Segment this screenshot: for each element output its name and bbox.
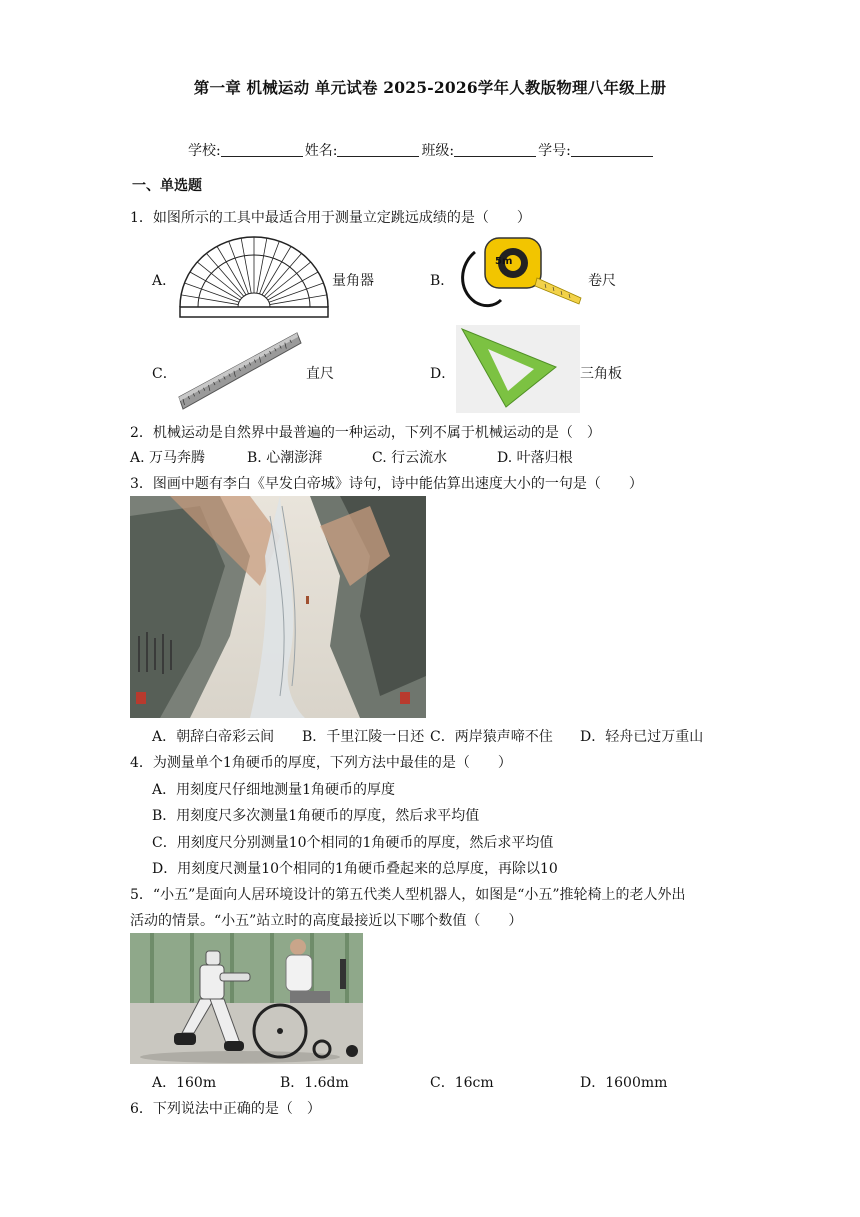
number-label: 学号: [538,143,571,159]
q4-option-d[interactable]: D．用刻度尺测量10个相同的1角硬币叠起来的总厚度，再除以10 [152,861,558,877]
school-blank[interactable] [221,142,303,157]
class-blank[interactable] [454,142,536,157]
question-2-stem: 2．机械运动是自然界中最普遍的一种运动，下列不属于机械运动的是（ ） [130,425,601,441]
q5-option-a[interactable]: A．160m [152,1075,217,1091]
q1-option-c-letter[interactable]: C． [152,366,177,382]
q1-option-d-letter[interactable]: D． [430,366,456,382]
name-blank[interactable] [337,142,419,157]
q2-option-a[interactable]: A. 万马奔腾 [130,450,206,466]
question-5-stem-line-1: 5．“小五”是面向人居环境设计的第五代类人型机器人，如图是“小五”推轮椅上的老人外出 [130,887,686,903]
q1-option-c-label: 直尺 [306,366,334,382]
q1-option-b-letter[interactable]: B． [430,273,455,289]
q3-option-c[interactable]: C．两岸猿声啼不住 [430,729,553,745]
robot-wheelchair-photo [130,933,363,1064]
number-blank[interactable] [571,142,653,157]
question-3-stem: 3．图画中题有李白《早发白帝城》诗句，诗中能估算出速度大小的一句是（ ） [130,476,643,492]
q2-option-b[interactable]: B. 心潮澎湃 [247,450,323,466]
set-square-icon [456,325,580,413]
q3-option-b[interactable]: B．千里江陵一日还 [302,729,425,745]
class-label: 班级: [421,143,455,159]
protractor-icon [178,235,330,319]
q3-option-d[interactable]: D．轻舟已过万重山 [580,729,704,745]
q3-option-a[interactable]: A．朝辞白帝彩云间 [152,729,275,745]
q1-option-d-label: 三角板 [580,366,622,382]
q1-option-b-label: 卷尺 [588,273,616,289]
landscape-painting-image [130,496,426,718]
q5-option-c[interactable]: C．16cm [430,1075,494,1091]
name-label: 姓名: [304,143,338,159]
question-1-stem: 1．如图所示的工具中最适合用于测量立定跳远成绩的是（ ） [130,210,531,226]
question-4-stem: 4．为测量单个1角硬币的厚度，下列方法中最佳的是（ ） [130,755,512,771]
q4-option-c[interactable]: C．用刻度尺分别测量10个相同的1角硬币的厚度，然后求平均值 [152,835,554,851]
q1-option-a-letter[interactable]: A． [152,273,177,289]
section-heading: 一、单选题 [132,178,202,194]
q1-option-a-label: 量角器 [332,273,374,289]
q2-option-d[interactable]: D. 叶落归根 [497,450,573,466]
school-label: 学校: [188,143,221,159]
question-6-stem: 6．下列说法中正确的是（ ） [130,1101,321,1117]
question-5-stem-line-2: 活动的情景。“小五”站立时的高度最接近以下哪个数值（ ） [130,913,523,929]
q5-option-b[interactable]: B．1.6dm [280,1075,349,1091]
student-info-line [188,140,655,160]
q2-option-c[interactable]: C. 行云流水 [372,450,448,466]
tape-size-text: 5m [495,256,513,267]
tape-measure-icon [455,234,585,310]
q5-option-d[interactable]: D．1600mm [580,1075,668,1091]
q4-option-a[interactable]: A．用刻度尺仔细地测量1角硬币的厚度 [152,782,396,798]
page-title: 第一章 机械运动 单元试卷 2025-2026学年人教版物理八年级上册 [193,78,667,97]
ruler-icon [175,325,305,413]
q4-option-b[interactable]: B．用刻度尺多次测量1角硬币的厚度，然后求平均值 [152,808,480,824]
